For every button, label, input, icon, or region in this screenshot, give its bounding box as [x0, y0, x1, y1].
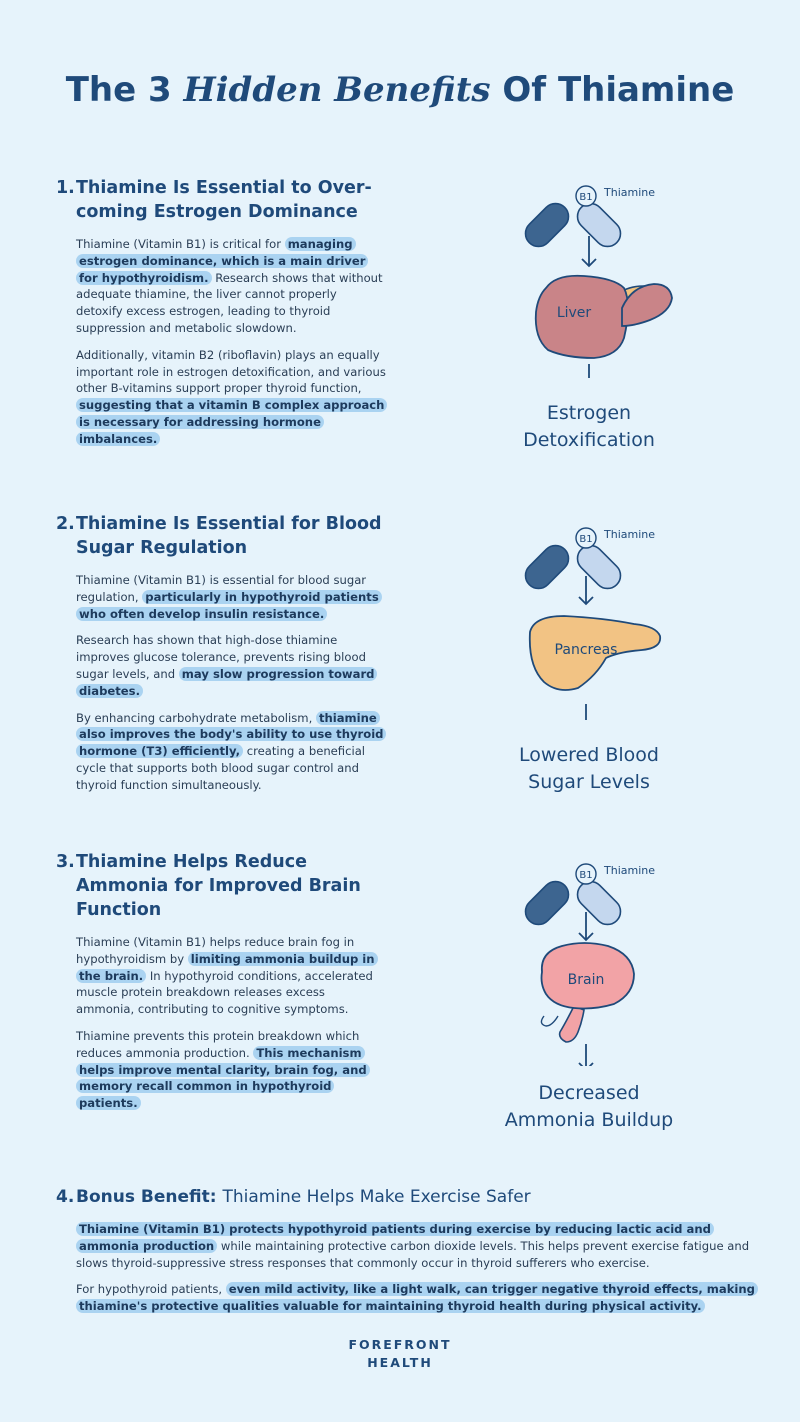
- body-paragraph: [76, 710, 386, 794]
- brand-line2: HEALTH: [367, 1355, 433, 1370]
- section-title: Thiamine Is Essential for Blood Sugar Regulation: [76, 514, 382, 558]
- highlighted-text: particularly in hypothyroid patients who often develop insulin resistance.: [76, 590, 382, 621]
- highlighted-text: Thiamine (Vitamin B1) protects hypothyroid patients during exercise by reducing lactic acid and ammonia production: [76, 1222, 714, 1253]
- bonus-section: [56, 1185, 756, 1315]
- brand-line1: FOREFRONT: [348, 1337, 452, 1352]
- body-paragraph: [76, 1221, 756, 1271]
- section-body: [76, 934, 386, 1112]
- title-script: Hidden Benefits: [183, 70, 491, 110]
- body-text: In hypothyroid conditions, accelerated muscle protein breakdown releases excess ammonia, contributing to cognitive symptoms.: [76, 968, 373, 1017]
- result-line: Sugar Levels: [528, 771, 650, 793]
- bonus-label: Bonus Benefit:: [76, 1187, 217, 1207]
- b1-label: B1: [579, 870, 593, 881]
- section-2: [56, 512, 386, 794]
- section-number: 3.: [56, 852, 75, 872]
- body-paragraph: [76, 632, 386, 699]
- section-title: Thiamine Is Essential to Over-coming Estrogen Dominance: [76, 178, 372, 222]
- section-body: [76, 572, 386, 794]
- section-1: [56, 176, 386, 448]
- arrow-down-icon: [579, 1044, 593, 1066]
- title-post: Of Thiamine: [502, 70, 735, 110]
- body-text: Research shows that without adequate thiamine, the liver cannot properly detoxify excess estrogen, leading to thyroid suppression and metabolic slowdown.: [76, 270, 383, 335]
- forefront-health-logo: [0, 1336, 800, 1372]
- highlighted-text: thiamine also improves the body's ability to use thyroid hormone (T3) efficiently,: [76, 711, 386, 759]
- highlighted-text: may slow progression toward diabetes.: [76, 667, 377, 698]
- body-text: creating a beneficial cycle that supports both blood sugar control and thyroid function simultaneously.: [76, 744, 366, 792]
- section-3: [56, 850, 386, 1112]
- highlighted-text: limiting ammonia buildup in the brain.: [76, 952, 378, 983]
- body-text: By enhancing carbohydrate metabolism,: [76, 710, 316, 725]
- bonus-heading-text: Thiamine Helps Make Exercise Safer: [222, 1187, 531, 1207]
- body-text: Research has shown that high-dose thiamine improves glucose tolerance, prevents rising blood sugar levels, and: [76, 633, 366, 681]
- arrow-down-icon: [582, 236, 596, 266]
- body-text: Additionally, vitamin B2 (riboflavin) plays an equally important role in estrogen detoxification, and various other B-vitamins support proper thyroid function,: [76, 347, 386, 396]
- organ-label: Brain: [567, 972, 605, 988]
- body-paragraph: [76, 1281, 756, 1315]
- brain-diagram: [474, 856, 704, 1066]
- capsule-icon: [520, 876, 626, 930]
- organ-label: Pancreas: [554, 642, 618, 658]
- pancreas-illustration: [474, 520, 704, 796]
- section-heading: [56, 176, 386, 224]
- capsule-icon: [520, 198, 626, 252]
- liver-illustration: [474, 178, 704, 454]
- result-line: Lowered Blood: [519, 744, 659, 766]
- body-text: Thiamine (Vitamin B1) helps reduce brain fog in hypothyroidism by: [76, 935, 355, 966]
- body-paragraph: [76, 347, 386, 448]
- body-text: Thiamine prevents this protein breakdown which reduces ammonia production.: [76, 1028, 360, 1060]
- body-paragraph: [76, 934, 386, 1018]
- brain-icon: [541, 943, 634, 1042]
- highlighted-text: suggesting that a vitamin B complex approach is necessary for addressing hormone imbalances.: [76, 398, 387, 446]
- body-text: Thiamine (Vitamin B1) is essential for blood sugar regulation,: [76, 573, 367, 604]
- body-text: Thiamine (Vitamin B1) is critical for: [76, 237, 285, 251]
- bonus-heading: [56, 1185, 756, 1209]
- result-label: [474, 400, 704, 454]
- body-text: For hypothyroid patients,: [76, 1282, 226, 1297]
- result-label: [474, 1080, 704, 1134]
- result-line: Ammonia Buildup: [504, 1109, 674, 1131]
- page-title: [0, 70, 800, 110]
- arrow-down-icon: [579, 576, 593, 604]
- bonus-title: [76, 1185, 531, 1209]
- body-text: while maintaining protective carbon dioxide levels. This helps prevent exercise fatigue and slows thyroid-suppressive stress responses that commonly occur in thyroid sufferers who exercise.: [76, 1238, 750, 1270]
- section-title: Thiamine Helps Reduce Ammonia for Improved Brain Function: [76, 852, 361, 920]
- result-line: Detoxification: [523, 429, 655, 451]
- arrow-down-icon: [579, 912, 593, 940]
- section-body: [76, 236, 386, 448]
- result-line: Decreased: [538, 1082, 640, 1104]
- highlighted-text: managing estrogen dominance, which is a main driver for hypothyroidism.: [76, 237, 368, 285]
- thiamine-label: Thiamine: [604, 186, 655, 199]
- section-number: 1.: [56, 178, 75, 198]
- organ-label: Liver: [556, 305, 592, 321]
- capsule-icon: [520, 540, 626, 594]
- arrow-down-icon: [579, 704, 593, 720]
- b1-label: B1: [579, 192, 593, 203]
- result-line: Estrogen: [546, 402, 632, 424]
- section-heading: [56, 512, 386, 560]
- highlighted-text: even mild activity, like a light walk, can trigger negative thyroid effects, making thiamine's protective qualities valuable for maintaining thyroid health during physical activity.: [76, 1282, 758, 1313]
- section-number: 2.: [56, 514, 75, 534]
- thiamine-label: Thiamine: [604, 864, 655, 877]
- highlighted-text: This mechanism helps improve mental clarity, brain fog, and memory recall common in hypothyroid patients.: [76, 1046, 370, 1110]
- b1-label: B1: [579, 534, 593, 545]
- title-pre: The 3: [65, 70, 172, 110]
- section-number: 4.: [56, 1187, 75, 1207]
- body-paragraph: [76, 1028, 386, 1112]
- body-paragraph: [76, 236, 386, 337]
- result-label: [474, 742, 704, 796]
- bonus-body: [76, 1221, 756, 1315]
- arrow-down-icon: [582, 364, 596, 378]
- brain-illustration: [474, 856, 704, 1134]
- pancreas-diagram: [474, 520, 704, 720]
- thiamine-label: Thiamine: [604, 528, 655, 541]
- liver-diagram: [474, 178, 704, 378]
- section-heading: [56, 850, 386, 922]
- body-paragraph: [76, 572, 386, 622]
